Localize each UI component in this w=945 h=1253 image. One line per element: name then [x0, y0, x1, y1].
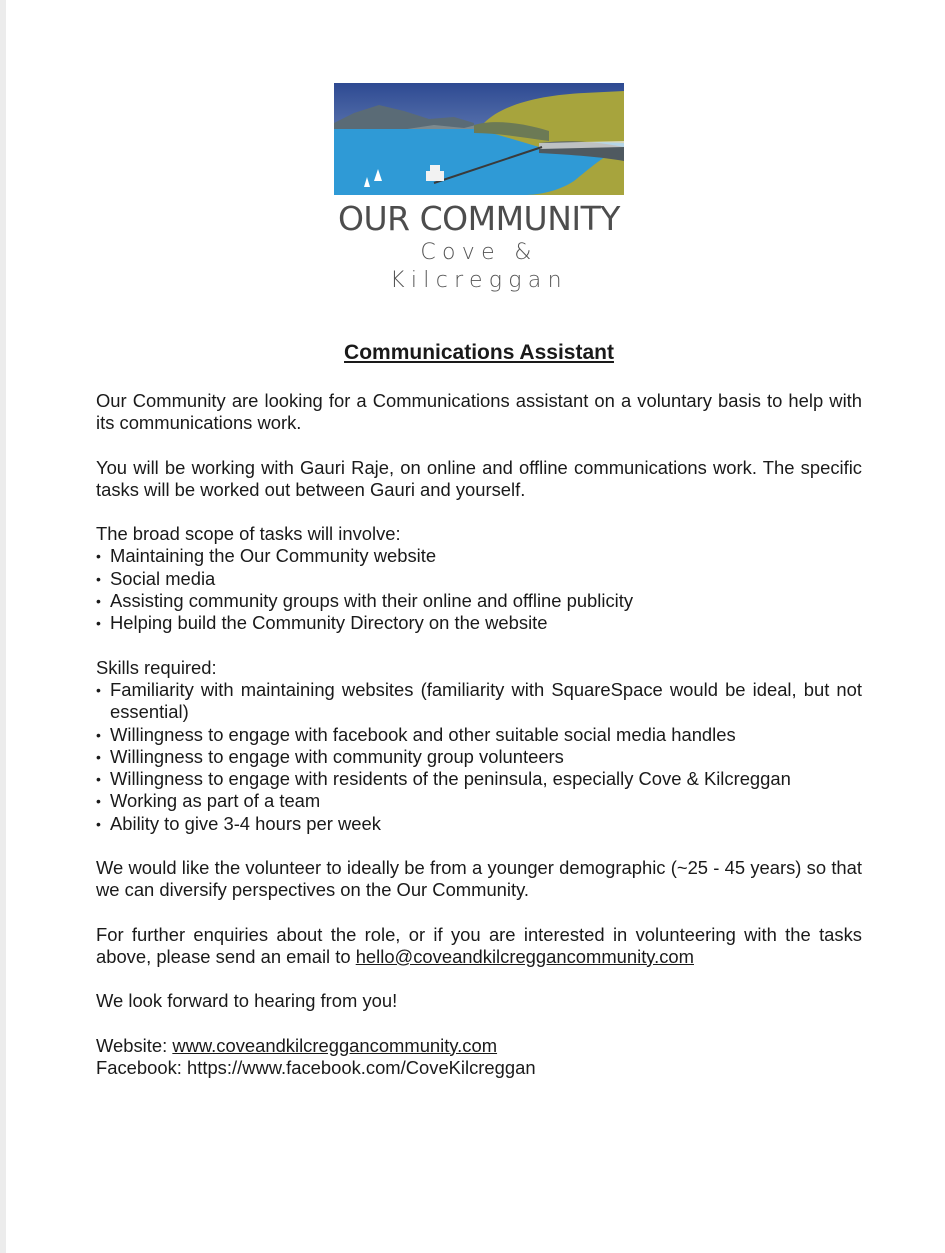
list-item: • Familiarity with maintaining websites (familiarity with SquareSpace would be ideal, but not essential) [96, 679, 862, 724]
email-link[interactable]: hello@coveandkilcreggancommunity.com [355, 945, 694, 967]
skills-list [96, 679, 862, 835]
list-item: • Assisting community groups with their online and offline publicity [96, 590, 862, 612]
list-item: • Maintaining the Our Community website [96, 545, 862, 567]
tasks-list [96, 545, 862, 634]
enquiries-text: For further enquiries about the role, or if you are interested in volunteering with the tasks above, please send an email to [96, 923, 862, 967]
website-label: Website: [96, 1034, 168, 1056]
list-item: • Willingness to engage with residents of the peninsula, especially Cove & Kilcreggan [96, 768, 862, 790]
working-with-paragraph: You will be working with Gauri Raje, on online and offline communications work. The specific tasks will be worked out between Gauri and yourself. [96, 456, 862, 500]
list-item: • Working as part of a team [96, 790, 862, 812]
page-left-edge [0, 0, 6, 1253]
list-item: • Helping build the Community Directory on the website [96, 612, 862, 634]
document-body [96, 340, 862, 1079]
logo-subtitle: Cove & Kilcreggan [390, 240, 568, 293]
demographic-paragraph: We would like the volunteer to ideally be from a younger demographic (~25 - 45 years) so that we can diversify perspectives on the Our Community. [96, 857, 862, 901]
website-link[interactable]: www.coveandkilcreggancommunity.com [172, 1034, 498, 1056]
facebook-url: https://www.facebook.com/CoveKilcreggan [187, 1056, 536, 1078]
tasks-lead: The broad scope of tasks will involve: [96, 523, 401, 545]
list-item: • Social media [96, 568, 862, 590]
page-title: Communications Assistant [344, 341, 614, 364]
intro-paragraph: Our Community are looking for a Communications assistant on a voluntary basis to help with its communications work. [96, 390, 862, 434]
list-item: • Ability to give 3-4 hours per week [96, 813, 862, 835]
logo-landscape-image [334, 83, 624, 195]
logo [334, 83, 624, 295]
facebook-label: Facebook: [96, 1056, 182, 1078]
skills-lead: Skills required: [96, 656, 217, 678]
facebook-line [96, 1057, 862, 1079]
website-line [96, 1035, 862, 1057]
list-item: • Willingness to engage with facebook and other suitable social media handles [96, 724, 862, 746]
logo-title: OUR COMMUNITY [338, 199, 620, 238]
enquiries-paragraph [96, 924, 862, 969]
closing-paragraph: We look forward to hearing from you! [96, 990, 398, 1012]
list-item: • Willingness to engage with community group volunteers [96, 746, 862, 768]
